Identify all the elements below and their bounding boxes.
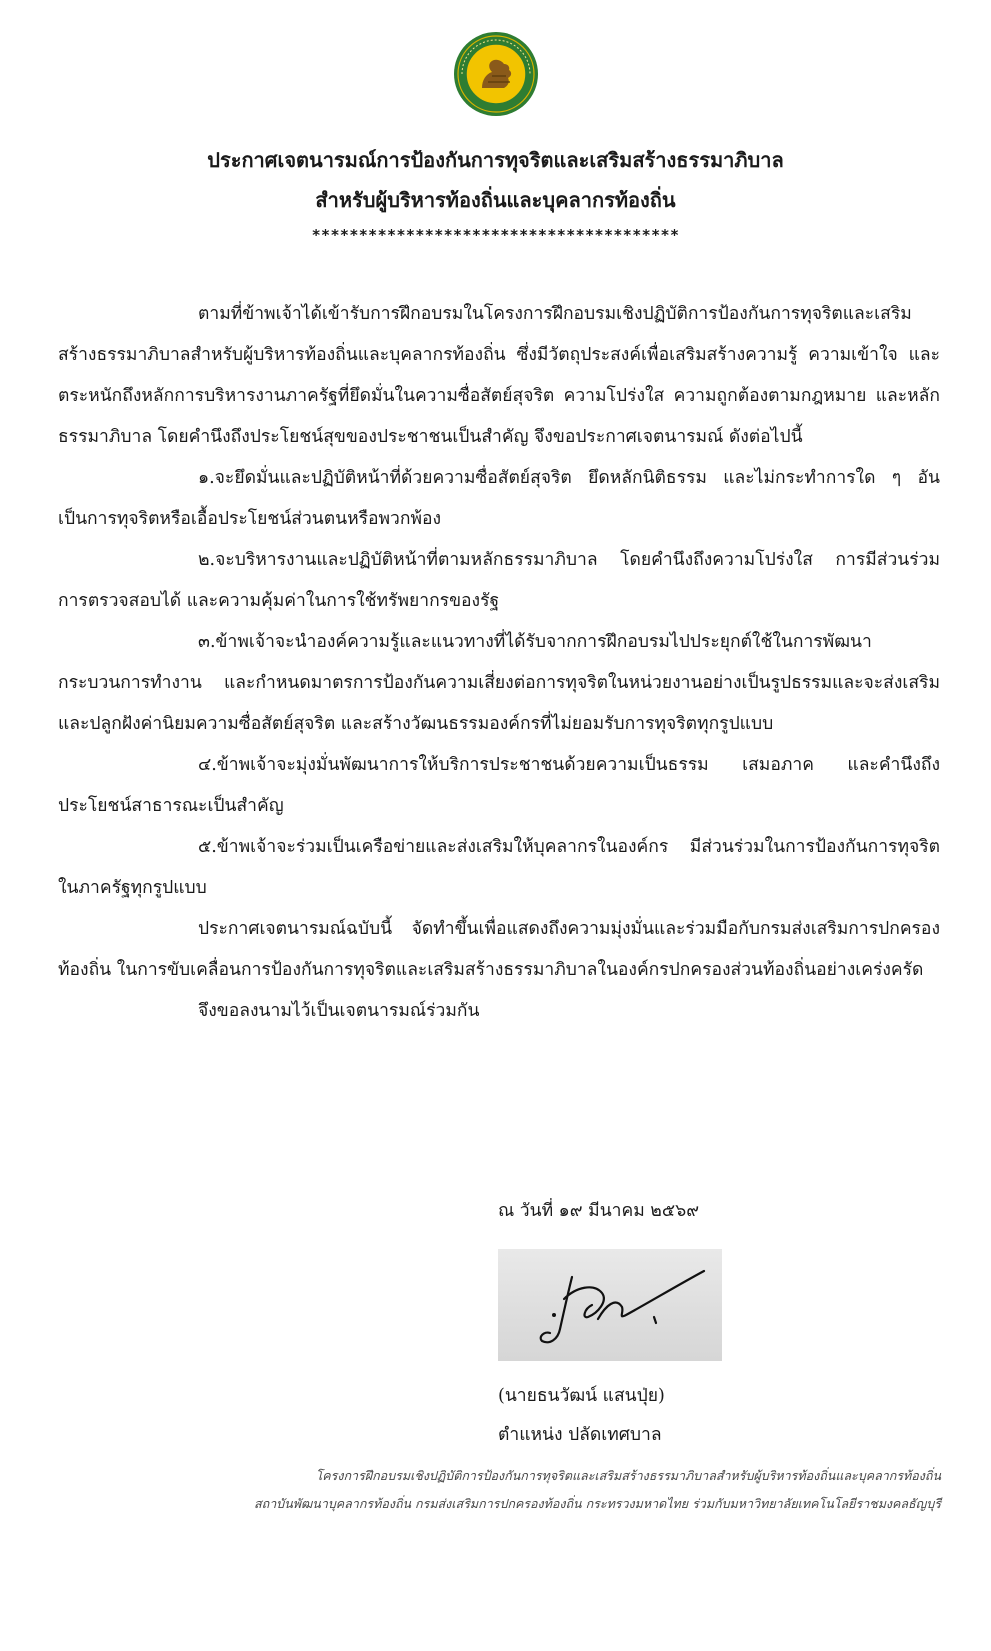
signatory-name: (นายธนวัฒน์ แสนปุ่ย) (498, 1386, 665, 1406)
municipality-seal-icon (452, 30, 540, 118)
handwritten-signature-icon (498, 1249, 722, 1361)
footer-project-line: โครงการฝึกอบรมเชิงปฏิบัติการป้องกันการทุจริตและเสริมสร้างธรรมาภิบาลสำหรับผู้บริหารท้องถิ่นและบุคลากรท้องถิ่น (315, 1468, 941, 1483)
title-line-2: สำหรับผู้บริหารท้องถิ่นและบุคลากรท้องถิ่น (315, 188, 676, 212)
separator: *************************************** (311, 226, 680, 244)
intro-paragraph: ตามที่ข้าพเจ้าได้เข้ารับการฝึกอบรมในโครงการฝึกอบรมเชิงปฏิบัติการป้องกันการทุจริตและเสริมสร้างธรรมาภิบาลสำหรับผู้บริหารท้องถิ่นและบุคลากรท้องถิ่น ซึ่งมีวัตถุประสงค์เพื่อเสริมสร้างความรู้ ความเข้าใจ และตระหนักถึงหลักการบริหารงานภาครัฐที่ยึดมั่นในความซื่อสัตย์สุจริต ความโปร่งใส ความถูกต้องตามกฎหมาย และหลักธรรมาภิบาล โดยคำนึงถึงประโยชน์สุขของประชาชนเป็นสำคัญ จึงขอประกาศเจตนารมณ์ ดังต่อไปนี้ (58, 304, 940, 447)
sign-off: จึงขอลงนามไว้เป็นเจตนารมณ์ร่วมกัน (198, 1001, 480, 1021)
item-1: ๑.จะยึดมั่นและปฏิบัติหน้าที่ด้วยความซื่อสัตย์สุจริต ยึดหลักนิติธรรม และไม่กระทำการใด ๆ อันเป็นการทุจริตหรือเอื้อประโยชน์ส่วนตนหรือพวกพ้อง (58, 468, 940, 529)
signature-image (498, 1249, 722, 1361)
item-4: ๔.ข้าพเจ้าจะมุ่งมั่นพัฒนาการให้บริการประชาชนด้วยความเป็นธรรม เสมอภาค และคำนึงถึงประโยชน์สาธารณะเป็นสำคัญ (58, 755, 940, 816)
declaration-body (58, 294, 940, 1032)
item-2: ๒.จะบริหารงานและปฏิบัติหน้าที่ตามหลักธรรมาภิบาล โดยคำนึงถึงความโปร่งใส การมีส่วนร่วม การตรวจสอบได้ และความคุ้มค่าในการใช้ทรัพยากรของรัฐ (58, 550, 940, 611)
title-line-1: ประกาศเจตนารมณ์การป้องกันการทุจริตและเสริมสร้างธรรมาภิบาล (207, 148, 784, 172)
closing-paragraph: ประกาศเจตนารมณ์ฉบับนี้ จัดทำขึ้นเพื่อแสดงถึงความมุ่งมั่นและร่วมมือกับกรมส่งเสริมการปกครองท้องถิ่น ในการขับเคลื่อนการป้องกันการทุจริตและเสริมสร้างธรรมาภิบาลในองค์กรปกครองส่วนท้องถิ่นอย่างเคร่งครัด (58, 919, 940, 980)
item-3: ๓.ข้าพเจ้าจะนำองค์ความรู้และแนวทางที่ได้รับจากการฝึกอบรมไปประยุกต์ใช้ในการพัฒนากระบวนการทำงาน และกำหนดมาตรการป้องกันความเสี่ยงต่อการทุจริตในหน่วยงานอย่างเป็นรูปธรรมและจะส่งเสริมและปลูกฝังค่านิยมความซื่อสัตย์สุจริต และสร้างวัฒนธรรมองค์กรที่ไม่ยอมรับการทุจริตทุกรูปแบบ (58, 632, 940, 734)
signing-date: ณ วันที่ ๑๙ มีนาคม ๒๕๖๙ (498, 1201, 700, 1221)
signatory-position: ตำแหน่ง ปลัดเทศบาล (498, 1425, 662, 1445)
footer-organization-line: สถาบันพัฒนาบุคลากรท้องถิ่น กรมส่งเสริมการปกครองท้องถิ่น กระทรวงมหาดไทย ร่วมกับมหาวิทยาลัยเทคโนโลยีราชมงคลธัญบุรี (254, 1496, 941, 1511)
item-5: ๕.ข้าพเจ้าจะร่วมเป็นเครือข่ายและส่งเสริมให้บุคลากรในองค์กร มีส่วนร่วมในการป้องกันการทุจริตในภาครัฐทุกรูปแบบ (58, 837, 940, 898)
